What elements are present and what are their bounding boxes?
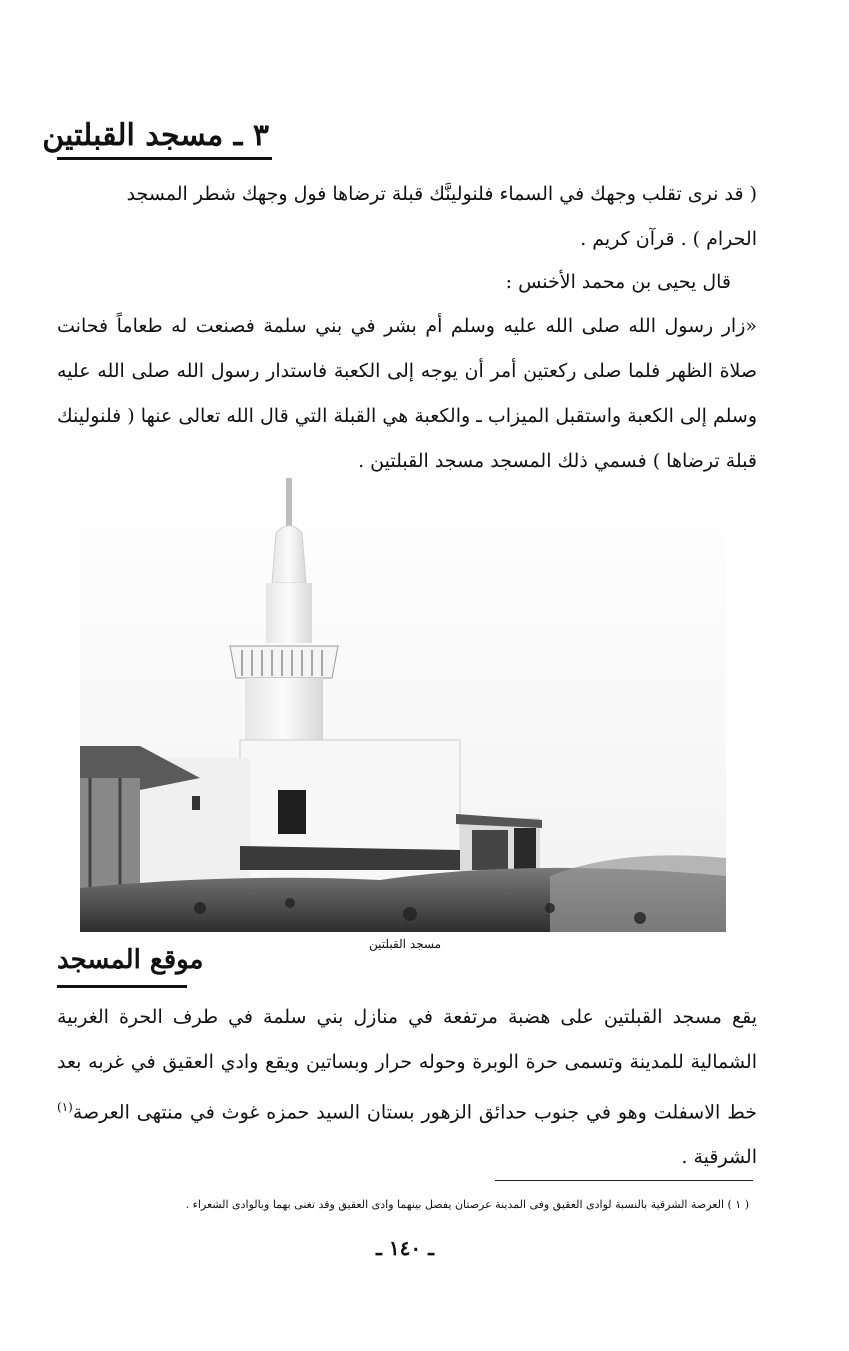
narrator-line: قال يحيى بن محمد الأخنس : (505, 271, 731, 293)
quran-verse-line-2: الحرام ) . قرآن كريم . (580, 228, 757, 250)
quran-verse-line-1: ( قد نرى تقلب وجهك في السماء فلنولينَّك قبلة ترضاها فول وجهك شطر المسجد (126, 183, 757, 205)
section-heading: ٣ ـ مسجد القبلتين (42, 118, 269, 153)
footnote-reference: (١) (57, 1100, 73, 1114)
subsection-heading: موقع المسجد (57, 945, 204, 975)
mosque-photo (80, 478, 726, 932)
footnote: ( ١ ) العرصة الشرقية بالنسبة لوادى العقيق وفى المدينة عرصتان يفصل بينهما وادى العقيق وقد تغنى بهما وبالوادى الشعراء . (185, 1198, 749, 1211)
location-paragraph (57, 995, 757, 1180)
hadith-paragraph: «زار رسول الله صلى الله عليه وسلم أم بشر في بني سلمة فصنعت له طعاماً فحانت صلاة الظهر فلما صلى ركعتين أمر أن يوجه إلى الكعبة فاستدار رسول الله صلى الله عليه وسلم إلى الكعبة واستقبل الميزاب ـ والكعبة هي القبلة التي قال الله تعالى عنها ( فلنولينك قبلة ترضاها ) فسمي ذلك المسجد مسجد القبلتين . (57, 315, 757, 472)
subheading-underline (57, 985, 187, 988)
location-tail: الشرقية . (681, 1146, 757, 1169)
page-number: ـ ١٤٠ ـ (376, 1236, 434, 1260)
mosque-illustration (80, 478, 726, 932)
location-text: يقع مسجد القبلتين على هضبة مرتفعة في منازل بني سلمة في طرف الحرة الغربية الشمالية للمدينة وتسمى حرة الوبرة وحوله حرار وبساتين ويقع وادي العقيق في غربه بعد خط الاسفلت وهو في جنوب حدائق الزهور بستان السيد حمزه غوث في منتهى العرصة (57, 1006, 757, 1124)
heading-underline (57, 157, 272, 160)
photo-caption: مسجد القبلتين (368, 937, 442, 951)
footnote-separator (495, 1180, 753, 1181)
